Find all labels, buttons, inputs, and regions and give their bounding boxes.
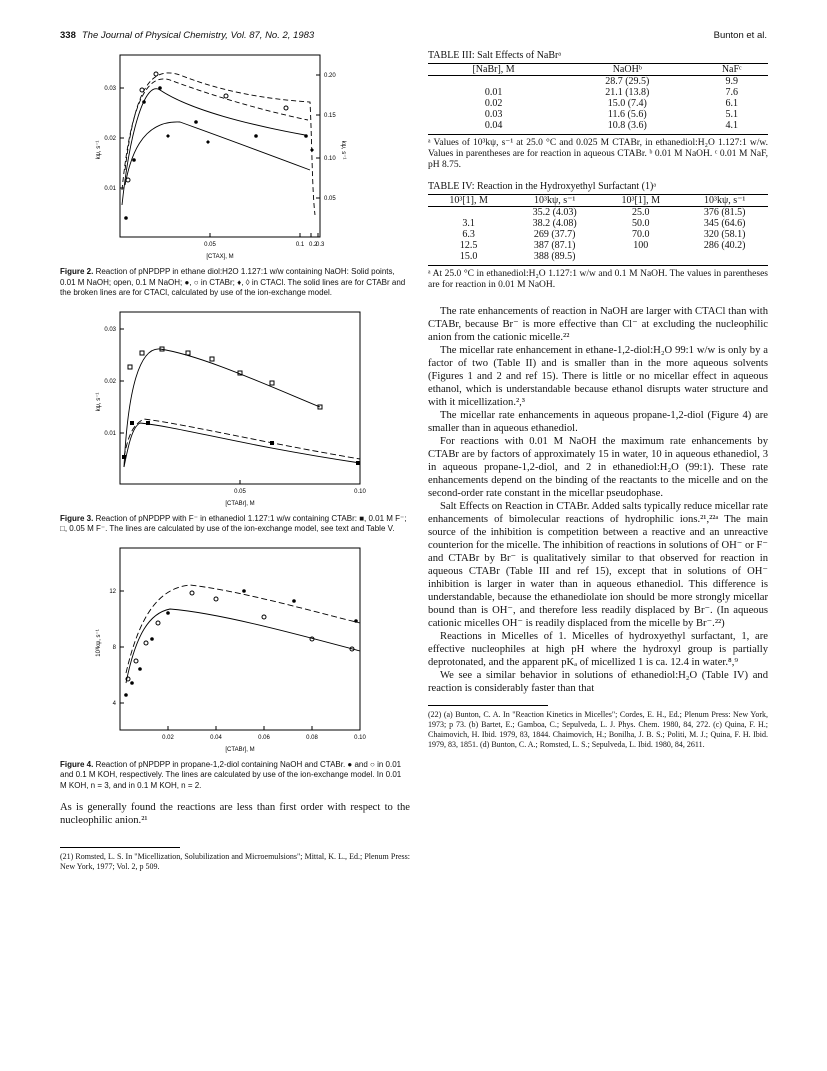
table-4-cell: 387 (87.1) <box>533 240 576 251</box>
table-4-row <box>428 218 768 229</box>
table-3-cell: 0.02 <box>484 98 503 109</box>
table-3-row <box>428 98 768 109</box>
table-4-cell: 12.5 <box>459 240 478 251</box>
fig4-ytick: 12 <box>109 588 116 595</box>
fig2-ytick-right: 0.15 <box>324 113 336 119</box>
table-3-cell: 6.1 <box>725 98 738 109</box>
table-4-cell: 286 (40.2) <box>703 240 746 251</box>
fig3-xlabel: [CTABr], M <box>225 500 255 507</box>
table-4-cell: 345 (64.6) <box>703 218 746 229</box>
table-3-cell: 0.04 <box>484 120 503 131</box>
fig2-xtick: 0.2 <box>309 242 318 248</box>
fig2-ytick: 0.02 <box>104 136 116 142</box>
left-column <box>60 50 410 880</box>
fig3-ytick: 0.03 <box>104 326 116 333</box>
fig2-ylabel-right: kψ, s⁻¹ <box>340 140 346 160</box>
fig2-xtick: 0.1 <box>295 242 305 248</box>
paragraph: Reactions in Micelles of 1. Micelles of hydroxyethyl surfactant, 1, are effective nucleophiles at high pH where the hydroxyl group is partially deprotonated, and the apparent pKₐ of micellized 1 is ca. 12.4 in water.⁸,⁹ <box>428 631 768 668</box>
footnote-21: (21) Romsted, L. S. In "Micellization, Solubilization and Microemulsions"; Mittal, K. L., Ed.; Plenum Press: New York, 1977; Vol. 2, p 509. <box>60 852 410 871</box>
figure-4 <box>60 543 410 792</box>
table-3-header: NaFᶜ <box>721 64 742 75</box>
figure-3-caption: Figure 3. Reaction of pNPDPP with F⁻ in ethanediol 1.127:1 w/w containing CTABr: ■, 0.01 M F⁻; □, 0.05 M F⁻. The lines are calculated by use of the ion-exchange model, see text and Table V. <box>60 513 407 533</box>
right-column <box>428 50 768 758</box>
table-3-title: TABLE III: Salt Effects of NaBrᵃ <box>428 50 562 61</box>
table-4-cell: 25.0 <box>632 207 650 218</box>
paragraph: The micellar rate enhancement in ethane-1,2-diol:H₂O 99:1 w/w is only by a factor of two (Table II) and is smaller than in the more aqueous solvents (Figures 1 and 2 and ref 15). There is little or no micellar effect in aqueous ethanol, which is understandable because ethanol disrupts water structure and with it micellization.²,³ <box>428 345 768 408</box>
fig3-ytick: 0.01 <box>104 430 116 437</box>
table-4-cell <box>428 207 509 219</box>
body-text <box>428 305 768 695</box>
fig3-ytick: 0.02 <box>104 378 116 385</box>
table-4-cell: 35.2 (4.03) <box>532 207 577 218</box>
figure-4-plot <box>60 543 410 758</box>
table-4-row <box>428 240 768 251</box>
table-4-row <box>428 251 768 262</box>
table-3 <box>428 63 768 131</box>
table-3-row <box>428 109 768 120</box>
table-3-cell: 5.1 <box>725 109 738 120</box>
table-4-cell <box>600 251 681 262</box>
table-3-cell: 0.01 <box>484 87 503 98</box>
table-3-cell <box>428 76 559 88</box>
figure-3-plot <box>60 307 410 512</box>
paragraph: We see a similar behavior in solutions of ethanediol:H₂O (Table IV) and reaction is considerably faster than that <box>428 670 768 694</box>
fig4-ytick: 4 <box>112 700 116 707</box>
paragraph: For reactions with 0.01 M NaOH the maximum rate enhancements by CTABr are by factors of approximately 15 in water, 10 in aqueous ethanediol, 3 in aqueous propane-1,2-diol, and 2 in ethanediol:H₂O (99:1). These rate enhancements depend on the binding of the reactants to the micelle and on the second-order rate constant in the micellar pseudophase. <box>428 436 768 499</box>
table-4-cell <box>681 251 768 262</box>
left-paragraph: As is generally found the reactions are less than first order with respect to the nucleophilic anion.²¹ <box>60 802 410 826</box>
table-3-cell: 10.8 (3.6) <box>607 120 647 131</box>
page-number: 338 <box>60 30 76 41</box>
table-3-cell: 0.03 <box>484 109 503 120</box>
figure-4-caption: Figure 4. Reaction of pNPDPP in propane-1,2-diol containing NaOH and CTABr. ● and ○ in 0.01 and 0.1 M KOH, respectively. The lines are calculated by use of the ion-exchange model. In 0.01 M KOH, n = 3, and in 0.1 M KOH, n = 2. <box>60 759 402 790</box>
table-3-cell: 15.0 (7.4) <box>607 98 647 109</box>
table-4-cell: 320 (58.1) <box>703 229 746 240</box>
table-4-cell: 3.1 <box>462 218 475 229</box>
fig4-xtick: 0.04 <box>210 734 222 741</box>
table-4-header: 10³kψ, s⁻¹ <box>533 195 576 206</box>
fig2-ytick: 0.03 <box>104 86 116 92</box>
fig3-xtick: 0.10 <box>354 488 366 495</box>
table-3-row <box>428 76 768 88</box>
table-3-row <box>428 87 768 98</box>
table-3-footnote: ᵃ Values of 10³kψ, s⁻¹ at 25.0 °C and 0.025 M CTABr, in ethanediol:H₂O 1.127:1 w/w. Values in parentheses are for reaction in aqueous CTABr. ᵇ 0.01 M NaOH. ᶜ 0.01 M NaF, pH 8.75. <box>428 134 768 171</box>
fig4-xtick: 0.08 <box>306 734 318 741</box>
table-4-header: 10³[1], M <box>449 195 488 206</box>
table-3-cell: 11.6 (5.6) <box>607 109 647 120</box>
figure-3 <box>60 307 410 535</box>
table-4-cell: 38.2 (4.08) <box>532 218 577 229</box>
table-3-cell: 4.1 <box>725 120 738 131</box>
running-header-left <box>60 30 314 41</box>
table-4-cell: 100 <box>633 240 649 251</box>
table-3-header: [NaBr], M <box>472 64 515 75</box>
fig2-xtick: 0.3 <box>316 242 325 248</box>
table-4-title: TABLE IV: Reaction in the Hydroxyethyl Surfactant (1)ᵃ <box>428 181 657 192</box>
running-header-authors: Bunton et al. <box>713 30 767 41</box>
fig3-ylabel: kψ, s⁻¹ <box>96 392 102 411</box>
fig4-ylabel: 10³kψ, s⁻¹ <box>96 628 102 657</box>
table-3-cell: 21.1 (13.8) <box>605 87 650 98</box>
table-4-row <box>428 229 768 240</box>
footnote-22: (22) (a) Bunton, C. A. In "Reaction Kinetics in Micelles"; Cordes, E. H., Ed.; Plenum Press: New York, 1973; p 73. (b) Bartet, E.; Gamboa, C.; Sepulveda, L. J. Phys. Chem. 1980, 84, 272. (c) Quina, F. H.; Chaimovich, H. Ibid. 1979, 83, 1844. Chaimovich, H.; Bonilha, J. B. S.; Politi, M. J.; Quina, F. H. Ibid. 1979, 83, 1851. (d) Bunton, C. A.; Romsted, L. S.; Sepulveda, L. Ibid. 1980, 84, 2611. <box>428 710 768 749</box>
fig4-xtick: 0.10 <box>354 734 366 741</box>
table-4-row <box>428 207 768 219</box>
table-4-cell: 388 (89.5) <box>533 251 576 262</box>
fig4-ytick: 8 <box>112 644 116 651</box>
table-4-footnote: ᵃ At 25.0 °C in ethanediol:H₂O 1.127:1 w/w and 0.1 M NaOH. The values in parentheses are for reaction in 0.01 M NaOH. <box>428 265 768 291</box>
fig2-xlabel: [CTAX], M <box>206 254 234 260</box>
fig4-xlabel: [CTABr], M <box>225 746 255 753</box>
table-4-cell: 50.0 <box>632 218 650 229</box>
table-4-cell: 376 (81.5) <box>703 207 746 218</box>
paragraph: The micellar rate enhancements in aqueous propane-1,2-diol (Figure 4) are smaller than in aqueous ethanediol. <box>428 410 768 434</box>
fig2-ylabel: kψ, s⁻¹ <box>96 140 102 160</box>
footnote-rule <box>60 847 180 848</box>
fig2-ytick-right: 0.20 <box>324 73 336 79</box>
table-4-cell: 6.3 <box>462 229 475 240</box>
figure-2-plot <box>60 50 410 265</box>
paragraph: Salt Effects on Reaction in CTABr. Added salts typically reduce micellar rate enhancements of bimolecular reactions of hydrophilic ions.²¹,²²ᵃ The main source of the inhibition is competition between a reactive and an unreactive counterion for the micelle. The inhibition of reactions in solutions of OH⁻ or F⁻ and CTABr by Br⁻ is qualitatively similar to that observed for reaction in aqueous CTABr (Table III and ref 15), except that in solutions of OH⁻ inhibition is larger in water than in aqueous ethanediol. This difference is understandable, because the ethanediolate ion should be more strongly micellar bound than is OH⁻, and therefore less readily displaced by Br⁻. (In aqueous cationic micelles OH⁻ is readily displaced from the micelle by Br⁻.²²) <box>428 501 768 629</box>
fig2-xtick: 0.05 <box>204 242 216 248</box>
fig2-ytick-right: 0.10 <box>324 156 336 162</box>
paragraph: The rate enhancements of reaction in NaOH are larger with CTACl than with CTABr, because Br⁻ is more effective than Cl⁻ at excluding the nucleophilic anion from the cationic micelle.²² <box>428 306 768 343</box>
journal-title: The Journal of Physical Chemistry, Vol. 87, No. 2, 1983 <box>81 30 315 41</box>
fig2-ytick-right: 0.05 <box>324 196 336 202</box>
table-3-cell: 7.6 <box>725 87 738 98</box>
footnote-rule <box>428 705 548 706</box>
table-3-row <box>428 120 768 131</box>
fig2-ytick: 0.01 <box>104 186 116 192</box>
table-4-cell: 15.0 <box>459 251 478 262</box>
table-3-cell: 9.9 <box>725 76 738 87</box>
table-3-cell: 28.7 (29.5) <box>605 76 650 87</box>
figure-2-caption: Figure 2. Reaction of pNPDPP in ethane diol:H2O 1.127:1 w/w containing NaOH: Solid points, 0.01 M NaOH; open, 0.1 M NaOH; ●, ○ in CTABr; ♦, ◊ in CTACl. The solid lines are for CTABr and the broken lines are for CTACl, calculated by use of the ion-exchange model. <box>60 267 406 297</box>
table-4-cell: 269 (37.7) <box>533 229 576 240</box>
table-3-header: NaOHᵇ <box>612 64 642 75</box>
figure-2 <box>60 50 410 299</box>
table-4-cell: 70.0 <box>632 229 650 240</box>
fig4-xtick: 0.02 <box>162 734 174 741</box>
table-4-header: 10³[1], M <box>621 195 661 206</box>
table-4 <box>428 194 768 262</box>
fig3-xtick: 0.05 <box>234 488 246 495</box>
fig4-xtick: 0.06 <box>258 734 270 741</box>
table-4-header: 10³kψ, s⁻¹ <box>703 195 746 206</box>
